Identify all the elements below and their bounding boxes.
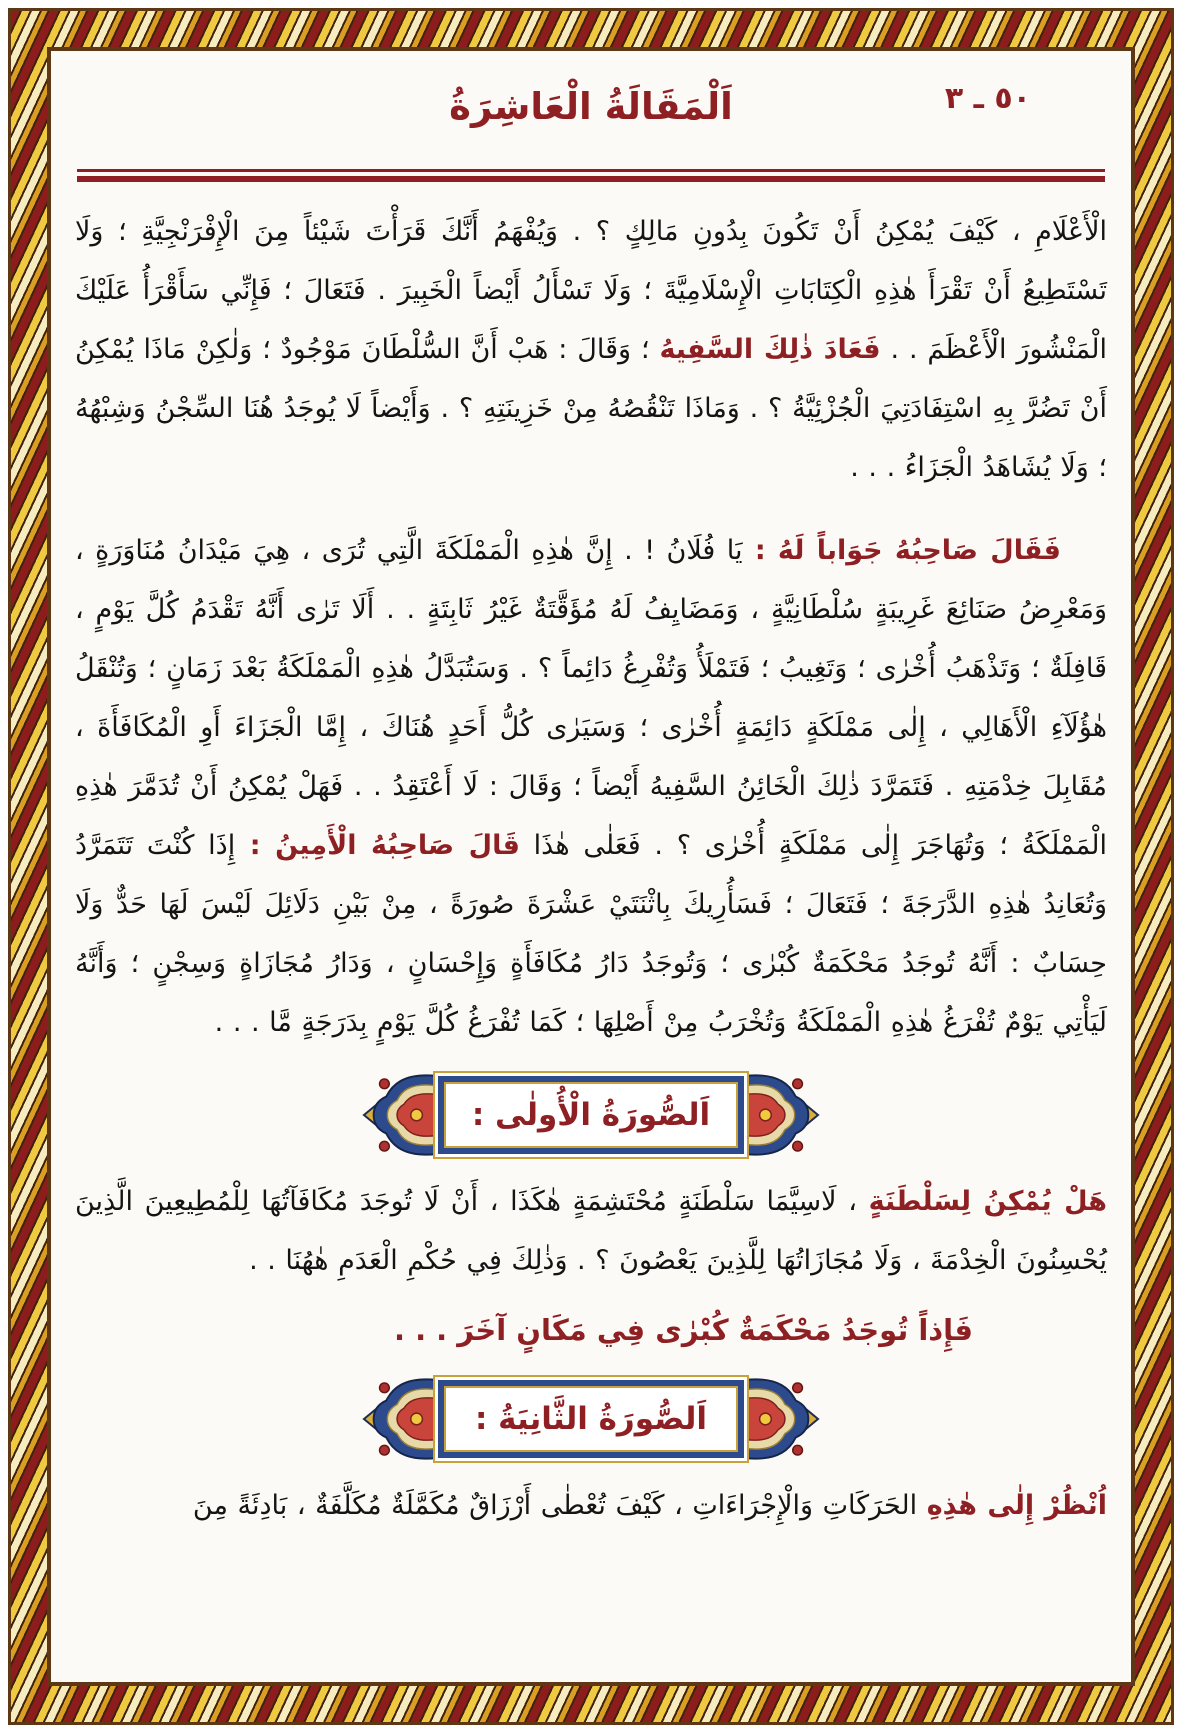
- body-text: إِذَا كُنْتَ تَتَمَرَّدُ وَتُعَانِدُ هٰذِهِ الدَّرَجَةَ ؛ فَتَعَالَ ؛ فَسَأُرِيكَ بِاثْنَتَيْ عَشْرَةَ صُورَةً ، مِنْ بَيْنِ دَلَائِلَ لَيْسَ لَهَا حَدٌّ وَلَا حِسَابٌ : أَنَّهُ تُوجَدُ مَحْكَمَةٌ كُبْرٰى ؛ وَتُوجَدُ دَارُ مُكَافَأَةٍ وَإِحْسَانٍ ، وَدَارُ مُجَازَاةٍ وَسِجْنٍ ؛ وَأَنَّهُ لَيَأْتِي يَوْمٌ تُفْرَغُ هٰذِهِ الْمَمْلَكَةُ وَتُخْرَبُ مِنْ أَصْلِهَا ؛ كَمَا تُفْرَغُ كُلَّ يَوْمٍ بِدَرَجَةٍ مَّا . . .: [75, 830, 1107, 1038]
- section-heading-ornament-1: [65, 1070, 1117, 1160]
- paragraph-1: [75, 202, 1107, 497]
- page-inner-panel: [47, 47, 1135, 1686]
- decorative-chain-border: [8, 8, 1174, 1725]
- body-text: الحَرَكَاتِ وَالْإِجْرَاءَاتِ ، كَيْفَ تُعْطٰى أَرْزَاقٌ مُكَمَّلَةٌ مُكَلَّفَةٌ ، بَادِئَةً مِنَ: [192, 1490, 927, 1521]
- title-divider-rule: [77, 169, 1105, 182]
- article-title: اَلْمَقَالَةُ الْعَاشِرَةُ: [449, 85, 733, 128]
- page-number: ٥٠ ـ ٣: [944, 81, 1031, 116]
- red-emphasis: فَعَادَ ذٰلِكَ السَّفِيهُ: [659, 334, 881, 365]
- body-text: يَا فُلَانُ ! . إِنَّ هٰذِهِ الْمَمْلَكَةَ الَّتِي تُرَى ، هِيَ مَيْدَانُ مُنَاوَرَةٍ ، وَمَعْرِضُ صَنَائِعَ غَرِيبَةٍ سُلْطَانِيَّةٍ ، وَمَضَايِفُ لَهُ مُؤَقَّتَةٌ غَيْرُ ثَابِتَةٍ . . أَلَا تَرٰى أَنَّهُ تَقْدَمُ كُلَّ يَوْمٍ ، قَافِلَةٌ ؛ وَتَذْهَبُ أُخْرٰى ؛ وَتَغِيبُ ؛ فَتَمْلَأُ وَتُفْرِغُ دَائِماً ؟ . وَسَتُبَدَّلُ هٰذِهِ الْمَمْلَكَةُ بَعْدَ زَمَانٍ ؛ وَتُنْقَلُ هٰؤُلَآءِ الْأَهَالِي ، إِلٰى مَمْلَكَةٍ دَائِمَةٍ أُخْرٰى ؛ وَسَيَرٰى كُلُّ أَحَدٍ هُنَاكَ ، إِمَّا الْجَزَاءَ أَوِ الْمُكَافَأَةَ ، مُقَابِلَ خِدْمَتِهِ . فَتَمَرَّدَ ذٰلِكَ الْخَائِنُ السَّفِيهُ أَيْضاً ؛ وَقَالَ : لَا أَعْتَقِدُ . . فَهَلْ يُمْكِنُ أَنْ تُدَمَّرَ هٰذِهِ الْمَمْلَكَةُ ؛ وَتُهَاجَرَ إِلٰى مَمْلَكَةٍ أُخْرٰى ؟ . فَعَلٰى هٰذَا: [75, 535, 1107, 861]
- ornament-arrow-icon: [361, 1070, 439, 1160]
- paragraph-3: [75, 1172, 1107, 1290]
- paragraph-2: [75, 521, 1107, 1052]
- section-heading-ornament-2: [65, 1374, 1117, 1464]
- red-conclusion-line: فَإِذاً تُوجَدُ مَحْكَمَةٌ كُبْرٰى فِي مَكَانٍ آخَرَ . . .: [393, 1313, 974, 1347]
- page-header: [65, 51, 1117, 157]
- ornament-arrow-icon: [743, 1070, 821, 1160]
- red-emphasis: اُنْظُرْ إِلٰى هٰذِهِ: [926, 1490, 1107, 1521]
- red-emphasis: هَلْ يُمْكِنُ لِسَلْطَنَةٍ: [868, 1186, 1107, 1217]
- red-emphasis: فَقَالَ صَاحِبُهُ جَوَاباً لَهُ :: [742, 535, 1061, 566]
- body-text: الْأَعْلَامِ ، كَيْفَ يُمْكِنُ أَنْ تَكُونَ بِدُونِ مَالِكٍ ؟ . وَيُفْهَمُ أَنَّكَ قَرَأْتَ شَيْئاً مِنَ الْإِفْرَنْجِيَّةِ ؛ وَلَا تَسْتَطِيعُ أَنْ تَقْرَأَ هٰذِهِ الْكِتَابَاتِ الْإِسْلَامِيَّةَ ؛ وَلَا تَسْأَلُ أَيْضاً الْخَبِيرَ . فَتَعَالَ ؛ فَإِنِّي سَأَقْرَأُ عَلَيْكَ الْمَنْشُورَ الْأَعْظَمَ . .: [75, 216, 1107, 365]
- ornament-arrow-icon: [743, 1374, 821, 1464]
- section-heading-box: [433, 1071, 749, 1159]
- paragraph-4: [75, 1476, 1107, 1535]
- section-heading-box: [433, 1375, 749, 1463]
- section-heading: اَلصُّورَةُ الْأُولٰى :: [471, 1097, 711, 1133]
- page-content: [51, 51, 1131, 1682]
- body-text: ؛ وَقَالَ : هَبْ أَنَّ السُّلْطَانَ مَوْجُودٌ ؛ وَلٰكِنْ مَاذَا يُمْكِنُ أَنْ تَضُرَّ بِهِ اسْتِفَادَتِيَ الْجُزْئِيَّةُ ؟ . وَمَاذَا تَنْقُصُهُ مِنْ خَزِينَتِهِ ؟ . وَأَيْضاً لَا يُوجَدُ هُنَا السِّجْنُ وَشِبْهُهُ ؛ وَلَا يُشَاهَدُ الْجَزَاءُ . . .: [75, 334, 1107, 483]
- ornament-arrow-icon: [361, 1374, 439, 1464]
- red-emphasis: قَالَ صَاحِبُهُ الْأَمِينُ :: [235, 830, 520, 861]
- body-text: ، لَاسِيَّمَا سَلْطَنَةٍ مُحْتَشِمَةٍ هٰكَذَا ، أَنْ لَا تُوجَدَ مُكَافَآتُهَا لِلْمُطِيعِينَ الَّذِينَ يُحْسِنُونَ الْخِدْمَةَ ، وَلَا مُجَازَاتُهَا لِلَّذِينَ يَعْصُونَ ؟ . وَذٰلِكَ فِي حُكْمِ الْعَدَمِ هٰهُنَا . .: [75, 1186, 1107, 1276]
- section-heading: اَلصُّورَةُ الثَّانِيَةُ :: [474, 1401, 708, 1437]
